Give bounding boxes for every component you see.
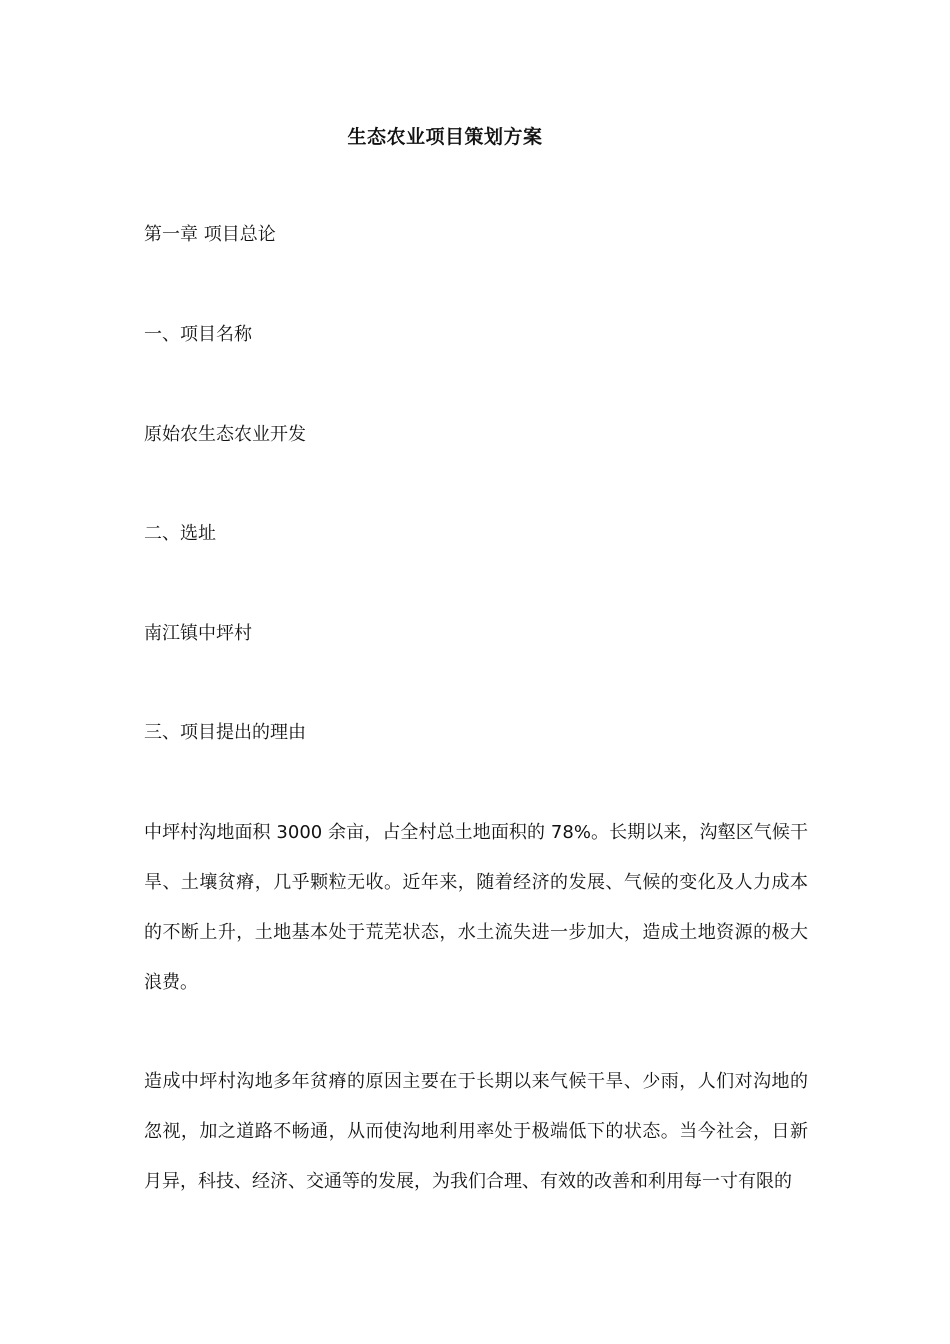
rationale-paragraph-2: 造成中坪村沟地多年贫瘠的原因主要在于长期以来气候干旱、少雨，人们对沟地的忽视，加之道路不畅通，从而使沟地利用率处于极端低下的状态。当今社会，日新月异，科技、经济、交通等的发展，为我们合理、有效的改善和利用每一寸有限的 xyxy=(144,1071,808,1192)
document-title: 生态农业项目策划方案 xyxy=(347,126,543,148)
section-heading-rationale: 三、项目提出的理由 xyxy=(144,722,306,743)
project-name-text: 原始农生态农业开发 xyxy=(144,424,306,445)
chapter-heading: 第一章 项目总论 xyxy=(144,224,276,245)
section-heading-location: 二、选址 xyxy=(144,523,216,544)
location-text: 南江镇中坪村 xyxy=(144,623,252,644)
rationale-paragraph-1: 中坪村沟地面积 3000 余亩，占全村总土地面积的 78%。长期以来，沟壑区气候干旱、土壤贫瘠，几乎颗粒无收。近年来，随着经济的发展、气候的变化及人力成本的不断上升，土地基本处于荒芜状态，水土流失进一步加大，造成土地资源的极大浪费。 xyxy=(144,822,808,993)
section-heading-project-name: 一、项目名称 xyxy=(144,324,252,345)
